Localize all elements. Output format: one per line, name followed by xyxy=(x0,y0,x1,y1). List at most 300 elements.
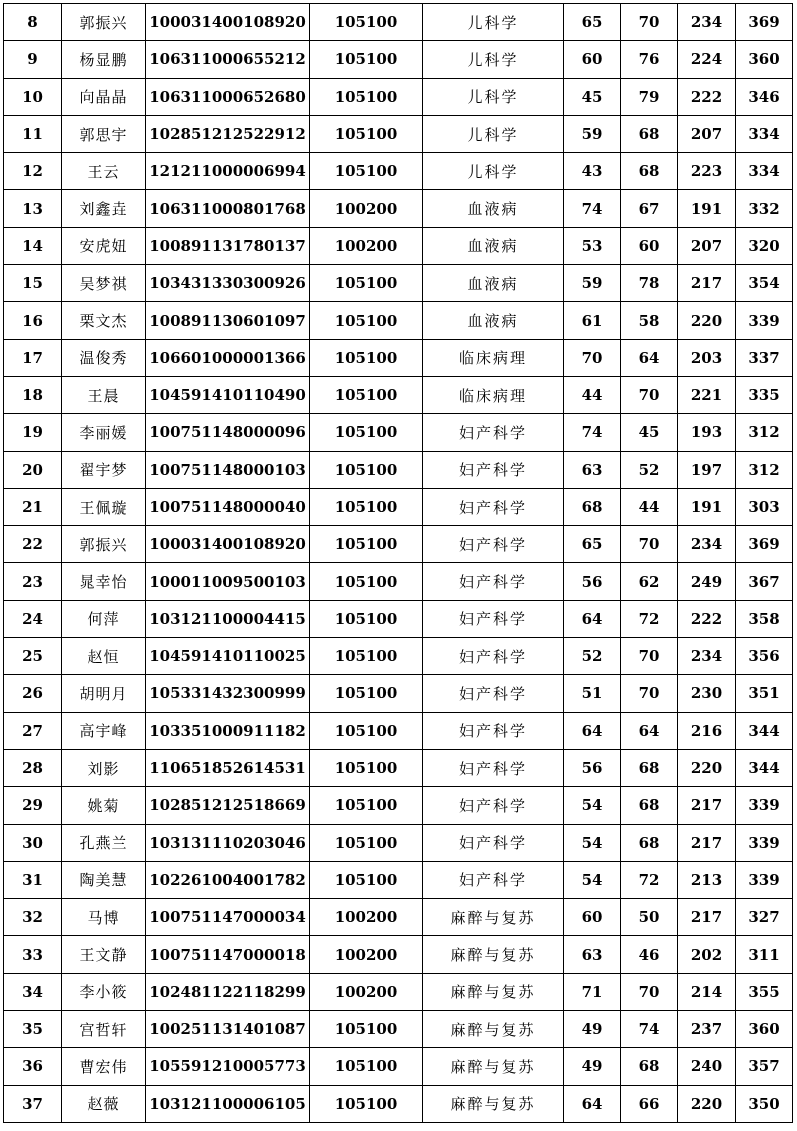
score-3-cell: 203 xyxy=(678,339,736,376)
score-3-cell: 249 xyxy=(678,563,736,600)
row-number-cell: 34 xyxy=(4,973,62,1010)
major-name-cell: 血液病 xyxy=(423,265,564,302)
major-code-cell: 100200 xyxy=(310,190,423,227)
total-score-cell: 320 xyxy=(736,227,793,264)
table-row xyxy=(4,227,793,264)
score-1-cell: 49 xyxy=(564,1048,621,1085)
score-1-cell: 64 xyxy=(564,600,621,637)
score-3-cell: 217 xyxy=(678,824,736,861)
candidate-id-cell: 105591210005773 xyxy=(146,1048,310,1085)
row-number-cell: 18 xyxy=(4,376,62,413)
major-code-cell: 105100 xyxy=(310,115,423,152)
score-2-cell: 68 xyxy=(621,1048,678,1085)
score-1-cell: 49 xyxy=(564,1011,621,1048)
candidate-id-cell: 103121100004415 xyxy=(146,600,310,637)
row-number-cell: 23 xyxy=(4,563,62,600)
row-number-cell: 27 xyxy=(4,712,62,749)
score-2-cell: 62 xyxy=(621,563,678,600)
major-name-cell: 儿科学 xyxy=(423,4,564,41)
score-1-cell: 52 xyxy=(564,638,621,675)
total-score-cell: 351 xyxy=(736,675,793,712)
row-number-cell: 30 xyxy=(4,824,62,861)
score-2-cell: 74 xyxy=(621,1011,678,1048)
row-number-cell: 29 xyxy=(4,787,62,824)
candidate-id-cell: 100751148000103 xyxy=(146,451,310,488)
row-number-cell: 20 xyxy=(4,451,62,488)
score-2-cell: 76 xyxy=(621,41,678,78)
major-name-cell: 儿科学 xyxy=(423,153,564,190)
candidate-name-cell: 王文静 xyxy=(62,936,146,973)
score-3-cell: 224 xyxy=(678,41,736,78)
candidate-id-cell: 102261004001782 xyxy=(146,861,310,898)
score-3-cell: 234 xyxy=(678,526,736,563)
score-table xyxy=(3,3,793,1123)
table-row xyxy=(4,1011,793,1048)
score-2-cell: 64 xyxy=(621,339,678,376)
major-code-cell: 105100 xyxy=(310,1011,423,1048)
score-2-cell: 64 xyxy=(621,712,678,749)
candidate-name-cell: 刘鑫垚 xyxy=(62,190,146,227)
total-score-cell: 356 xyxy=(736,638,793,675)
score-3-cell: 217 xyxy=(678,787,736,824)
major-name-cell: 血液病 xyxy=(423,227,564,264)
major-code-cell: 105100 xyxy=(310,526,423,563)
row-number-cell: 16 xyxy=(4,302,62,339)
candidate-id-cell: 100011009500103 xyxy=(146,563,310,600)
major-code-cell: 105100 xyxy=(310,563,423,600)
major-name-cell: 麻醉与复苏 xyxy=(423,973,564,1010)
candidate-name-cell: 吴梦祺 xyxy=(62,265,146,302)
row-number-cell: 26 xyxy=(4,675,62,712)
candidate-id-cell: 102851212522912 xyxy=(146,115,310,152)
score-3-cell: 217 xyxy=(678,265,736,302)
candidate-id-cell: 106311000801768 xyxy=(146,190,310,227)
score-3-cell: 191 xyxy=(678,190,736,227)
total-score-cell: 339 xyxy=(736,824,793,861)
total-score-cell: 354 xyxy=(736,265,793,302)
total-score-cell: 337 xyxy=(736,339,793,376)
score-2-cell: 70 xyxy=(621,675,678,712)
row-number-cell: 36 xyxy=(4,1048,62,1085)
candidate-name-cell: 高宇峰 xyxy=(62,712,146,749)
table-row xyxy=(4,973,793,1010)
candidate-id-cell: 104591410110025 xyxy=(146,638,310,675)
major-code-cell: 105100 xyxy=(310,861,423,898)
score-3-cell: 202 xyxy=(678,936,736,973)
table-row xyxy=(4,563,793,600)
major-name-cell: 妇产科学 xyxy=(423,749,564,786)
candidate-name-cell: 翟宇梦 xyxy=(62,451,146,488)
score-3-cell: 191 xyxy=(678,488,736,525)
candidate-id-cell: 100751147000034 xyxy=(146,899,310,936)
major-code-cell: 105100 xyxy=(310,638,423,675)
candidate-name-cell: 王佩璇 xyxy=(62,488,146,525)
major-code-cell: 105100 xyxy=(310,339,423,376)
score-1-cell: 53 xyxy=(564,227,621,264)
score-1-cell: 44 xyxy=(564,376,621,413)
major-name-cell: 麻醉与复苏 xyxy=(423,936,564,973)
score-2-cell: 68 xyxy=(621,153,678,190)
score-3-cell: 230 xyxy=(678,675,736,712)
major-name-cell: 妇产科学 xyxy=(423,824,564,861)
score-2-cell: 46 xyxy=(621,936,678,973)
score-1-cell: 60 xyxy=(564,899,621,936)
table-row xyxy=(4,78,793,115)
score-1-cell: 70 xyxy=(564,339,621,376)
candidate-name-cell: 安虎妞 xyxy=(62,227,146,264)
score-3-cell: 222 xyxy=(678,78,736,115)
total-score-cell: 358 xyxy=(736,600,793,637)
score-3-cell: 221 xyxy=(678,376,736,413)
major-code-cell: 105100 xyxy=(310,4,423,41)
score-3-cell: 214 xyxy=(678,973,736,1010)
score-2-cell: 60 xyxy=(621,227,678,264)
candidate-name-cell: 温俊秀 xyxy=(62,339,146,376)
row-number-cell: 14 xyxy=(4,227,62,264)
score-3-cell: 234 xyxy=(678,4,736,41)
major-name-cell: 妇产科学 xyxy=(423,712,564,749)
row-number-cell: 12 xyxy=(4,153,62,190)
score-3-cell: 216 xyxy=(678,712,736,749)
score-1-cell: 59 xyxy=(564,115,621,152)
total-score-cell: 360 xyxy=(736,1011,793,1048)
table-row xyxy=(4,4,793,41)
major-code-cell: 105100 xyxy=(310,749,423,786)
table-body xyxy=(4,4,793,1123)
score-2-cell: 70 xyxy=(621,973,678,1010)
score-2-cell: 70 xyxy=(621,526,678,563)
candidate-name-cell: 向晶晶 xyxy=(62,78,146,115)
score-2-cell: 44 xyxy=(621,488,678,525)
row-number-cell: 19 xyxy=(4,414,62,451)
score-3-cell: 207 xyxy=(678,227,736,264)
score-1-cell: 64 xyxy=(564,712,621,749)
major-code-cell: 100200 xyxy=(310,936,423,973)
score-3-cell: 220 xyxy=(678,1085,736,1122)
major-code-cell: 105100 xyxy=(310,153,423,190)
score-3-cell: 240 xyxy=(678,1048,736,1085)
major-code-cell: 105100 xyxy=(310,41,423,78)
score-1-cell: 71 xyxy=(564,973,621,1010)
total-score-cell: 350 xyxy=(736,1085,793,1122)
total-score-cell: 339 xyxy=(736,787,793,824)
score-2-cell: 58 xyxy=(621,302,678,339)
major-name-cell: 麻醉与复苏 xyxy=(423,1085,564,1122)
major-name-cell: 儿科学 xyxy=(423,78,564,115)
candidate-name-cell: 李丽媛 xyxy=(62,414,146,451)
major-code-cell: 105100 xyxy=(310,1085,423,1122)
table-row xyxy=(4,190,793,227)
major-name-cell: 妇产科学 xyxy=(423,488,564,525)
score-table-container xyxy=(3,3,793,1123)
score-1-cell: 64 xyxy=(564,1085,621,1122)
candidate-id-cell: 100031400108920 xyxy=(146,4,310,41)
score-2-cell: 50 xyxy=(621,899,678,936)
table-row xyxy=(4,675,793,712)
score-1-cell: 54 xyxy=(564,824,621,861)
major-code-cell: 105100 xyxy=(310,265,423,302)
score-1-cell: 59 xyxy=(564,265,621,302)
score-1-cell: 65 xyxy=(564,526,621,563)
candidate-name-cell: 郭振兴 xyxy=(62,526,146,563)
candidate-name-cell: 王云 xyxy=(62,153,146,190)
score-1-cell: 60 xyxy=(564,41,621,78)
candidate-id-cell: 103431330300926 xyxy=(146,265,310,302)
total-score-cell: 355 xyxy=(736,973,793,1010)
score-2-cell: 68 xyxy=(621,824,678,861)
score-3-cell: 234 xyxy=(678,638,736,675)
candidate-id-cell: 100891131780137 xyxy=(146,227,310,264)
table-row xyxy=(4,638,793,675)
candidate-name-cell: 马博 xyxy=(62,899,146,936)
candidate-id-cell: 103121100006105 xyxy=(146,1085,310,1122)
major-name-cell: 妇产科学 xyxy=(423,675,564,712)
table-row xyxy=(4,861,793,898)
candidate-name-cell: 郭思宇 xyxy=(62,115,146,152)
score-3-cell: 222 xyxy=(678,600,736,637)
major-name-cell: 麻醉与复苏 xyxy=(423,1011,564,1048)
score-2-cell: 66 xyxy=(621,1085,678,1122)
score-3-cell: 237 xyxy=(678,1011,736,1048)
candidate-id-cell: 100751148000040 xyxy=(146,488,310,525)
candidate-id-cell: 106311000652680 xyxy=(146,78,310,115)
candidate-id-cell: 102851212518669 xyxy=(146,787,310,824)
candidate-name-cell: 李小筱 xyxy=(62,973,146,1010)
major-name-cell: 妇产科学 xyxy=(423,638,564,675)
candidate-id-cell: 103131110203046 xyxy=(146,824,310,861)
major-name-cell: 儿科学 xyxy=(423,115,564,152)
score-1-cell: 63 xyxy=(564,451,621,488)
score-2-cell: 70 xyxy=(621,376,678,413)
total-score-cell: 339 xyxy=(736,861,793,898)
total-score-cell: 327 xyxy=(736,899,793,936)
total-score-cell: 360 xyxy=(736,41,793,78)
score-1-cell: 51 xyxy=(564,675,621,712)
candidate-name-cell: 杨显鹏 xyxy=(62,41,146,78)
total-score-cell: 344 xyxy=(736,712,793,749)
major-name-cell: 妇产科学 xyxy=(423,451,564,488)
candidate-name-cell: 孔燕兰 xyxy=(62,824,146,861)
score-1-cell: 43 xyxy=(564,153,621,190)
total-score-cell: 335 xyxy=(736,376,793,413)
total-score-cell: 312 xyxy=(736,414,793,451)
candidate-name-cell: 何萍 xyxy=(62,600,146,637)
score-1-cell: 74 xyxy=(564,414,621,451)
major-name-cell: 儿科学 xyxy=(423,41,564,78)
major-code-cell: 105100 xyxy=(310,78,423,115)
row-number-cell: 9 xyxy=(4,41,62,78)
row-number-cell: 10 xyxy=(4,78,62,115)
candidate-name-cell: 赵薇 xyxy=(62,1085,146,1122)
score-2-cell: 67 xyxy=(621,190,678,227)
score-2-cell: 79 xyxy=(621,78,678,115)
candidate-name-cell: 栗文杰 xyxy=(62,302,146,339)
score-3-cell: 223 xyxy=(678,153,736,190)
total-score-cell: 332 xyxy=(736,190,793,227)
score-2-cell: 52 xyxy=(621,451,678,488)
score-1-cell: 54 xyxy=(564,787,621,824)
score-2-cell: 68 xyxy=(621,115,678,152)
total-score-cell: 312 xyxy=(736,451,793,488)
candidate-id-cell: 100251131401087 xyxy=(146,1011,310,1048)
candidate-name-cell: 陶美慧 xyxy=(62,861,146,898)
major-code-cell: 105100 xyxy=(310,787,423,824)
major-code-cell: 105100 xyxy=(310,824,423,861)
table-row xyxy=(4,488,793,525)
score-3-cell: 217 xyxy=(678,899,736,936)
candidate-id-cell: 103351000911182 xyxy=(146,712,310,749)
row-number-cell: 37 xyxy=(4,1085,62,1122)
major-name-cell: 麻醉与复苏 xyxy=(423,899,564,936)
candidate-id-cell: 100891130601097 xyxy=(146,302,310,339)
candidate-id-cell: 102481122118299 xyxy=(146,973,310,1010)
candidate-id-cell: 100751147000018 xyxy=(146,936,310,973)
table-row xyxy=(4,899,793,936)
score-1-cell: 56 xyxy=(564,749,621,786)
score-2-cell: 68 xyxy=(621,787,678,824)
major-code-cell: 105100 xyxy=(310,414,423,451)
table-row xyxy=(4,414,793,451)
table-row xyxy=(4,153,793,190)
total-score-cell: 369 xyxy=(736,4,793,41)
total-score-cell: 346 xyxy=(736,78,793,115)
score-1-cell: 74 xyxy=(564,190,621,227)
candidate-id-cell: 121211000006994 xyxy=(146,153,310,190)
total-score-cell: 334 xyxy=(736,115,793,152)
score-3-cell: 220 xyxy=(678,302,736,339)
major-code-cell: 105100 xyxy=(310,675,423,712)
table-row xyxy=(4,376,793,413)
total-score-cell: 369 xyxy=(736,526,793,563)
major-code-cell: 100200 xyxy=(310,899,423,936)
score-3-cell: 207 xyxy=(678,115,736,152)
row-number-cell: 15 xyxy=(4,265,62,302)
table-row xyxy=(4,41,793,78)
major-name-cell: 妇产科学 xyxy=(423,526,564,563)
total-score-cell: 339 xyxy=(736,302,793,339)
row-number-cell: 31 xyxy=(4,861,62,898)
major-name-cell: 妇产科学 xyxy=(423,563,564,600)
major-code-cell: 105100 xyxy=(310,302,423,339)
table-row xyxy=(4,1048,793,1085)
row-number-cell: 28 xyxy=(4,749,62,786)
row-number-cell: 11 xyxy=(4,115,62,152)
candidate-id-cell: 110651852614531 xyxy=(146,749,310,786)
row-number-cell: 25 xyxy=(4,638,62,675)
major-code-cell: 105100 xyxy=(310,712,423,749)
major-name-cell: 妇产科学 xyxy=(423,861,564,898)
score-1-cell: 56 xyxy=(564,563,621,600)
score-1-cell: 68 xyxy=(564,488,621,525)
candidate-name-cell: 姚菊 xyxy=(62,787,146,824)
table-row xyxy=(4,451,793,488)
major-name-cell: 血液病 xyxy=(423,190,564,227)
table-row xyxy=(4,302,793,339)
row-number-cell: 33 xyxy=(4,936,62,973)
major-name-cell: 妇产科学 xyxy=(423,414,564,451)
score-3-cell: 213 xyxy=(678,861,736,898)
table-row xyxy=(4,600,793,637)
score-2-cell: 70 xyxy=(621,4,678,41)
score-3-cell: 193 xyxy=(678,414,736,451)
major-code-cell: 105100 xyxy=(310,1048,423,1085)
table-row xyxy=(4,712,793,749)
candidate-name-cell: 郭振兴 xyxy=(62,4,146,41)
row-number-cell: 32 xyxy=(4,899,62,936)
major-code-cell: 100200 xyxy=(310,973,423,1010)
candidate-name-cell: 刘影 xyxy=(62,749,146,786)
major-name-cell: 麻醉与复苏 xyxy=(423,1048,564,1085)
row-number-cell: 35 xyxy=(4,1011,62,1048)
candidate-id-cell: 106601000001366 xyxy=(146,339,310,376)
row-number-cell: 21 xyxy=(4,488,62,525)
table-row xyxy=(4,115,793,152)
score-1-cell: 45 xyxy=(564,78,621,115)
score-3-cell: 197 xyxy=(678,451,736,488)
score-2-cell: 68 xyxy=(621,749,678,786)
major-name-cell: 临床病理 xyxy=(423,376,564,413)
score-2-cell: 45 xyxy=(621,414,678,451)
candidate-id-cell: 106311000655212 xyxy=(146,41,310,78)
table-row xyxy=(4,265,793,302)
row-number-cell: 17 xyxy=(4,339,62,376)
major-name-cell: 妇产科学 xyxy=(423,600,564,637)
table-row xyxy=(4,749,793,786)
table-row xyxy=(4,526,793,563)
total-score-cell: 311 xyxy=(736,936,793,973)
table-row xyxy=(4,936,793,973)
major-code-cell: 105100 xyxy=(310,488,423,525)
score-2-cell: 72 xyxy=(621,861,678,898)
candidate-id-cell: 100031400108920 xyxy=(146,526,310,563)
total-score-cell: 367 xyxy=(736,563,793,600)
row-number-cell: 13 xyxy=(4,190,62,227)
major-name-cell: 临床病理 xyxy=(423,339,564,376)
major-code-cell: 105100 xyxy=(310,451,423,488)
row-number-cell: 8 xyxy=(4,4,62,41)
score-2-cell: 72 xyxy=(621,600,678,637)
major-code-cell: 100200 xyxy=(310,227,423,264)
major-code-cell: 105100 xyxy=(310,376,423,413)
score-1-cell: 54 xyxy=(564,861,621,898)
score-2-cell: 70 xyxy=(621,638,678,675)
candidate-id-cell: 100751148000096 xyxy=(146,414,310,451)
row-number-cell: 22 xyxy=(4,526,62,563)
table-row xyxy=(4,824,793,861)
major-name-cell: 妇产科学 xyxy=(423,787,564,824)
table-row xyxy=(4,339,793,376)
candidate-name-cell: 赵恒 xyxy=(62,638,146,675)
major-code-cell: 105100 xyxy=(310,600,423,637)
score-1-cell: 61 xyxy=(564,302,621,339)
total-score-cell: 334 xyxy=(736,153,793,190)
candidate-name-cell: 晁幸怡 xyxy=(62,563,146,600)
candidate-id-cell: 105331432300999 xyxy=(146,675,310,712)
score-1-cell: 65 xyxy=(564,4,621,41)
table-row xyxy=(4,787,793,824)
candidate-name-cell: 胡明月 xyxy=(62,675,146,712)
candidate-name-cell: 曹宏伟 xyxy=(62,1048,146,1085)
score-2-cell: 78 xyxy=(621,265,678,302)
candidate-name-cell: 王晨 xyxy=(62,376,146,413)
total-score-cell: 357 xyxy=(736,1048,793,1085)
candidate-id-cell: 104591410110490 xyxy=(146,376,310,413)
table-row xyxy=(4,1085,793,1122)
total-score-cell: 303 xyxy=(736,488,793,525)
score-3-cell: 220 xyxy=(678,749,736,786)
candidate-name-cell: 宫哲轩 xyxy=(62,1011,146,1048)
row-number-cell: 24 xyxy=(4,600,62,637)
